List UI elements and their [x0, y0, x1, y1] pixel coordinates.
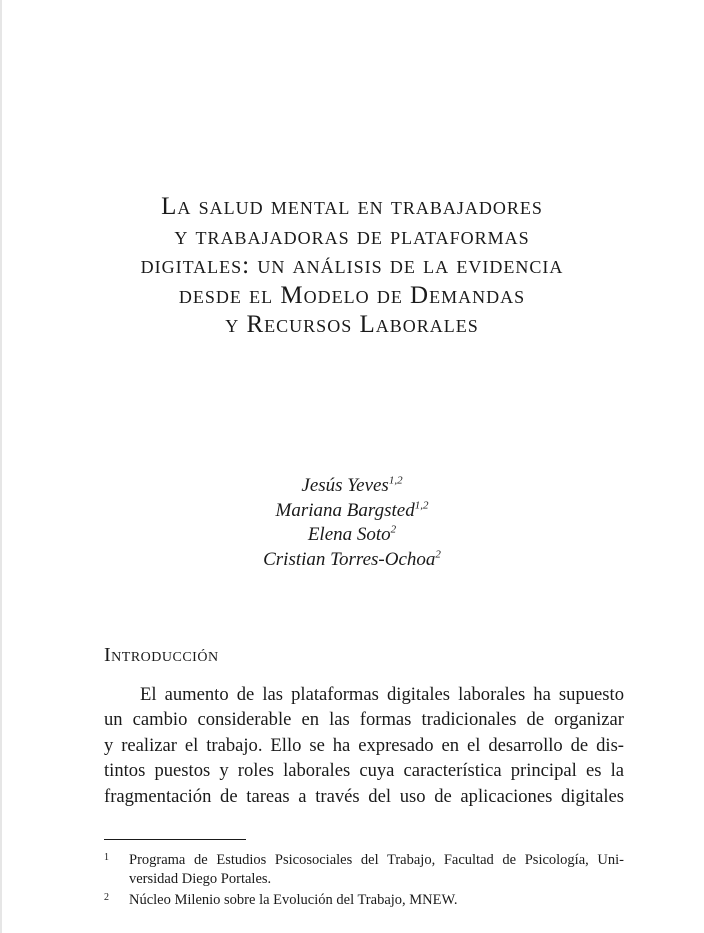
paragraph-line: un cambio considerable en las formas tradicionales de organizar — [104, 709, 624, 731]
paragraph-line: y realizar el trabajo. Ello se ha expresado en el desarrollo de dis- — [104, 734, 624, 756]
author-name: Elena Soto — [307, 524, 391, 545]
footnote-number: 1 — [104, 852, 109, 863]
title-line: y trabajadoras de plataformas — [174, 222, 530, 250]
body-paragraph — [104, 682, 624, 809]
author-affiliation: 2 — [435, 548, 441, 561]
title-line: y Recursos Laborales — [225, 311, 479, 338]
author-name: Jesús Yeves — [301, 475, 389, 496]
author — [60, 474, 644, 499]
title-line: desde el Modelo de Demandas — [178, 281, 526, 309]
author-affiliation: 1,2 — [414, 499, 429, 512]
footnotes — [104, 851, 624, 912]
author-name: Cristian Torres-Ochoa — [263, 548, 436, 570]
footnote-line: versidad Diego Portales. — [129, 871, 272, 887]
author-name: Mariana Bargsted — [275, 499, 415, 521]
page-edge — [0, 0, 2, 933]
paragraph-line: fragmentación de tareas a través del uso de aplicaciones digitales — [104, 785, 624, 807]
author — [60, 523, 644, 548]
author-affiliation: 1,2 — [388, 474, 403, 487]
author — [60, 548, 644, 573]
footnote — [104, 891, 624, 910]
footnote-number: 2 — [104, 892, 109, 903]
footnote — [104, 851, 624, 889]
author-affiliation: 2 — [390, 523, 397, 536]
footnote-line: Núcleo Milenio sobre la Evolución del Trabajo, MNEW. — [129, 892, 458, 908]
footnote-divider — [104, 839, 246, 840]
title-line: digitales: un análisis de la evidencia — [140, 252, 564, 279]
chapter-title — [60, 192, 644, 340]
author — [60, 499, 644, 524]
footnote-line: Programa de Estudios Psicosociales del Trabajo, Facultad de Psicología, Uni- — [129, 852, 624, 868]
title-line: La salud mental en trabajadores — [161, 193, 543, 220]
author-list — [60, 474, 644, 572]
paragraph-line: El aumento de las plataformas digitales laborales ha supuesto — [140, 684, 624, 705]
paragraph-line: tintos puestos y roles laborales cuya característica principal es la — [104, 760, 624, 782]
section-heading: Introducción — [104, 644, 219, 666]
